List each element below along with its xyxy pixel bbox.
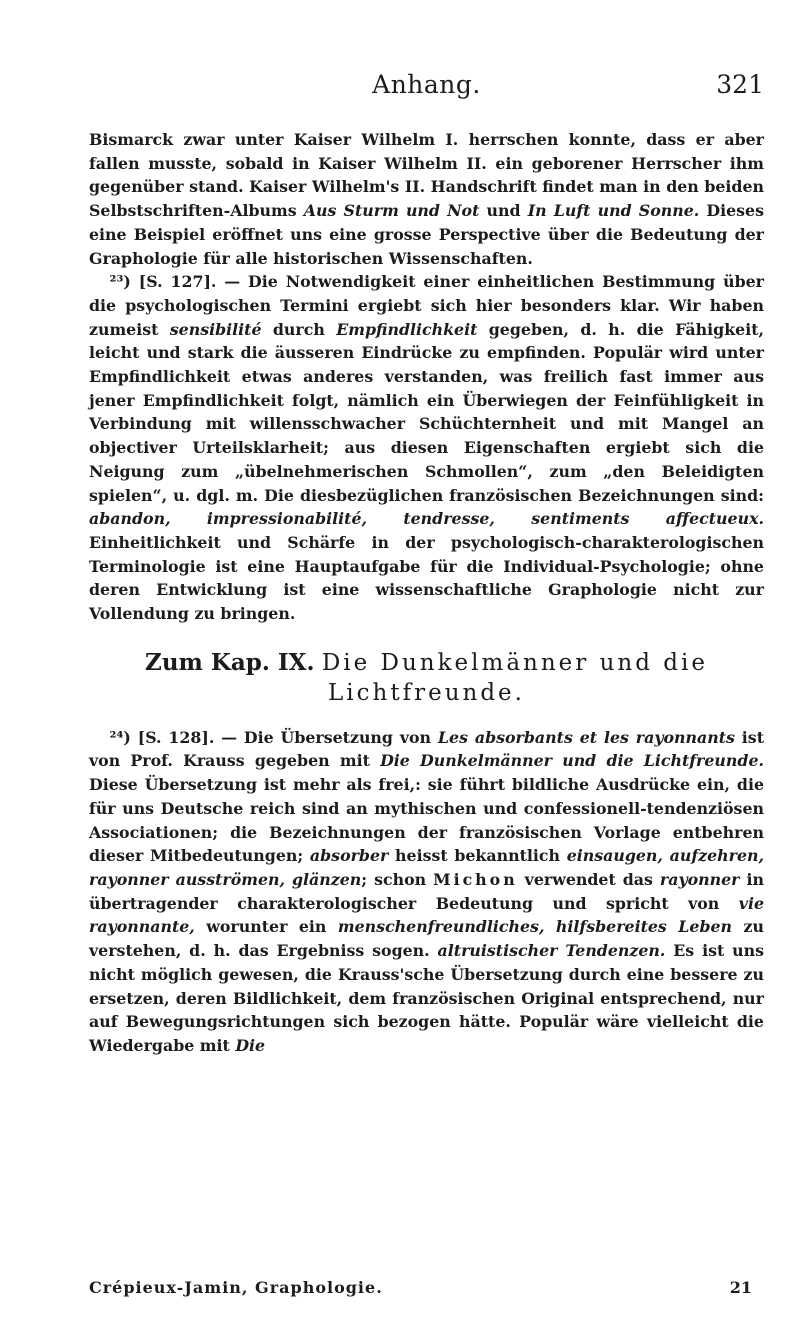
page-footer [89, 1278, 764, 1304]
italic-term: Empfindlichkeit [336, 319, 478, 339]
chapter-title-line1: Die Dunkelmänner und die [321, 649, 708, 676]
italic-term: einsaugen, aufzehren, rayonner ausströmen, glänzen [89, 846, 764, 889]
chapter-prefix: Zum Kap. IX. [145, 648, 315, 676]
italic-term: Die Dunkelmänner und die Lichtfreunde. [380, 751, 764, 771]
paragraph-bismarck [89, 128, 764, 270]
text-run: ist von Prof. Krauss gegeben mit [89, 727, 764, 771]
running-head-title: Anhang. [372, 70, 481, 99]
text-run: durch [261, 319, 337, 339]
italic-term: rayonner [659, 869, 740, 889]
italic-term: sensibilité [169, 319, 262, 339]
page-number: 321 [716, 70, 764, 99]
chapter-title-line2: Lichtfreunde. [328, 679, 525, 706]
text-run: Einheitlichkeit und Schärfe in der psychologisch-charakterologischen Terminologie ist eine Hauptaufgabe für die Individual-Psychologie; ohne deren Entwicklung ist eine wissenschaftliche Graphologie nicht zur Vollendung zu bringen. [89, 532, 764, 624]
text-run: Es ist uns nicht möglich gewesen, die Krauss'sche Übersetzung durch eine bessere zu ersetzen, deren Bildlichkeit, dem französischen Original entsprechend, nur auf Bewegungsrichtungen sich bezogen hätte. Populär wäre vielleicht die Wiedergabe mit [89, 941, 764, 1055]
text-run: heisst bekanntlich [388, 846, 567, 866]
italic-term: absorber [309, 846, 389, 866]
text-run: ; schon [361, 869, 434, 889]
text-run: ²³) [S. 127]. — Die Notwendigkeit einer einheitlichen Bestimmung über die psychologischen Termini ergiebt sich hier besonders klar. Wir haben zumeist [89, 272, 764, 339]
signature-line: Crépieux-Jamin, Graphologie. [89, 1278, 383, 1297]
italic-title: Aus Sturm und Not [303, 201, 480, 221]
text-run: in übertragender charakterologischer Bedeutung und spricht von [89, 869, 764, 913]
italic-term: abandon, impressionabilité, tendresse, sentiments affectueux. [89, 509, 764, 529]
text-run: und [479, 201, 528, 221]
text-run: verwendet das [517, 869, 660, 889]
text-run: gegeben, d. h. die Fähigkeit, leicht und stark die äusseren Eindrücke zu empfinden. Populär wird unter Empfindlichkeit etwas anderes verstanden, was freilich fast immer aus jener Empfindlichkeit folgt, nämlich ein Überwiegen der Feinfühligkeit in Verbindung mit willensschwacher Schüchternheit und mit Mangel an objectiver Urteilsklarheit; aus diesen Eigenschaften ergiebt sich die Neigung zum „übelnehmerischen Schmollen“, zum „den Beleidigten spielen“, u. dgl. m. Die diesbezüglichen französischen Bezeichnungen sind: [89, 319, 764, 505]
note-24 [89, 726, 764, 1058]
sheet-number: 21 [729, 1278, 752, 1297]
italic-term: altruistischer Tendenzen. [437, 941, 666, 961]
italic-term: menschenfreundliches, hilfsbereites Leben [337, 917, 733, 937]
text-run: zu verstehen, d. h. das Ergebniss sogen. [89, 917, 764, 961]
text-run: ²⁴) [S. 128]. — Die Übersetzung von [109, 727, 438, 747]
text-run: worunter ein [194, 917, 338, 937]
italic-term: Die [235, 1035, 266, 1055]
body-text [89, 128, 764, 1058]
note-23 [89, 270, 764, 626]
text-run: Diese Übersetzung ist mehr als frei,: sie führt bildliche Ausdrücke ein, die für uns Deutsche reich sind an mythischen und confessionell-tendenziösen Associationen; die Bezeichnungen der französischen Vorlage entbehren dieser Mitbedeutungen; [89, 775, 764, 866]
italic-term: vie rayonnante, [89, 893, 764, 937]
spaced-name: Michon [433, 869, 518, 889]
chapter-heading [89, 648, 764, 708]
italic-term: Les absorbants et les rayonnants [437, 727, 735, 747]
running-header [89, 70, 764, 110]
text-run: Bismarck zwar unter Kaiser Wilhelm I. herrschen konnte, dass er aber fallen musste, sobald in Kaiser Wilhelm II. ein geborener Herrscher ihm gegenüber stand. Kaiser Wilhelm's II. Handschrift findet man in den beiden Selbstschriften-Albums [89, 130, 764, 221]
text-run: Dieses eine Beispiel eröffnet uns eine grosse Perspective über die Bedeutung der Graphologie für alle historischen Wissenschaften. [89, 201, 764, 268]
italic-title: In Luft und Sonne. [527, 201, 700, 221]
